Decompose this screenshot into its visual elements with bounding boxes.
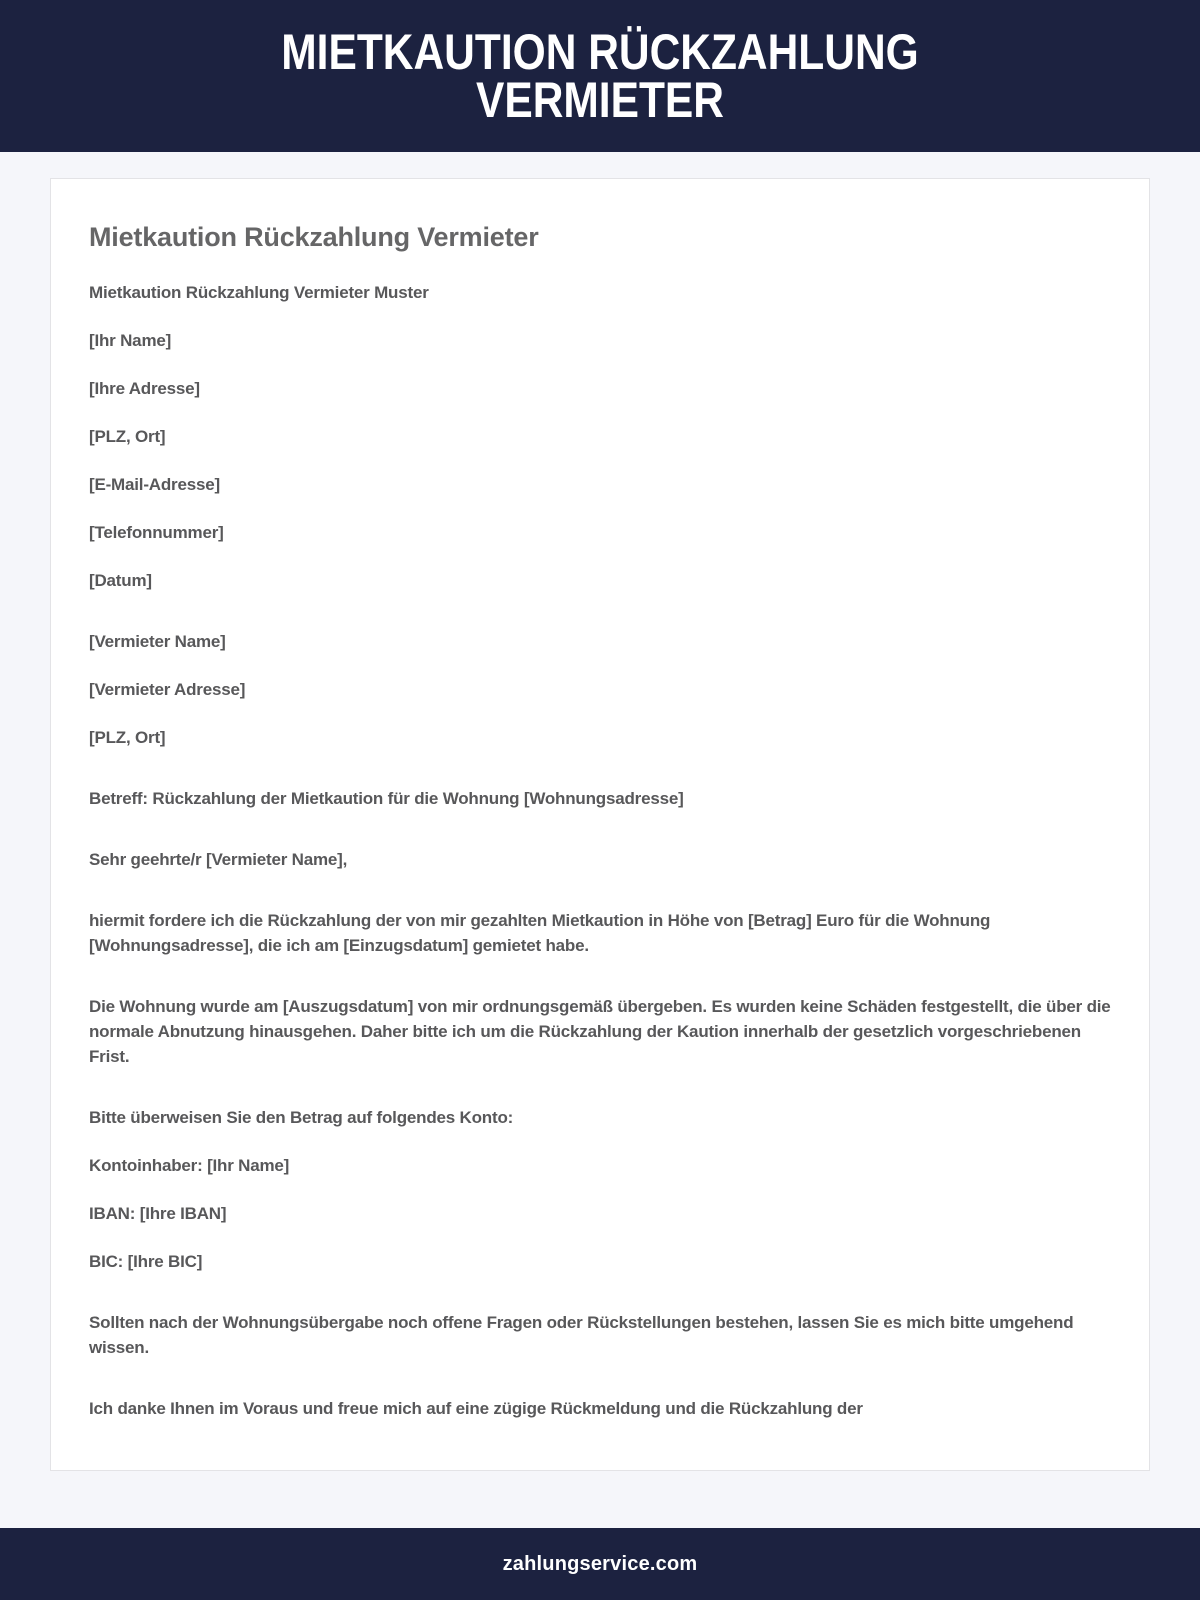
letter-paragraph: [Ihr Name] (89, 331, 172, 350)
letter-paragraph: [PLZ, Ort] (89, 427, 166, 446)
page-footer (0, 1528, 1200, 1600)
page-header (0, 0, 1200, 152)
page-header-title: MIETKAUTION RÜCKZAHLUNG VERMIETER (281, 24, 919, 128)
letter-paragraph: Ich danke Ihnen im Voraus und freue mich auf eine zügige Rückmeldung und die Rückzahlung der (89, 1399, 863, 1418)
letter-paragraph: hiermit fordere ich die Rückzahlung der von mir gezahlten Mietkaution in Höhe von [Betrag] Euro für die Wohnung [Wohnungsadresse], die ich am [Einzugsdatum] gemietet habe. (89, 911, 991, 955)
letter-paragraph: [Vermieter Name] (89, 632, 226, 651)
letter-paragraph: Sehr geehrte/r [Vermieter Name], (89, 850, 348, 869)
letter-body (89, 280, 1111, 1421)
letter-paragraph: Betreff: Rückzahlung der Mietkaution für die Wohnung [Wohnungsadresse] (89, 789, 684, 808)
footer-domain-text: zahlungservice.com (502, 1552, 698, 1575)
letter-paragraph: Die Wohnung wurde am [Auszugsdatum] von mir ordnungsgemäß übergeben. Es wurden keine Schäden festgestellt, die über die normale Abnutzung hinausgehen. Daher bitte ich um die Rückzahlung der Kaution innerhalb der gesetzlich vorgeschriebenen Frist. (89, 997, 1111, 1066)
letter-paragraph: [Telefonnummer] (89, 523, 224, 542)
letter-title: Mietkaution Rückzahlung Vermieter (89, 222, 539, 252)
letter-paragraph: [PLZ, Ort] (89, 728, 166, 747)
letter-paragraph: IBAN: [Ihre IBAN] (89, 1204, 227, 1223)
letter-paragraph: BIC: [Ihre BIC] (89, 1252, 203, 1271)
content-area (0, 152, 1200, 1528)
letter-paragraph: Sollten nach der Wohnungsübergabe noch offene Fragen oder Rückstellungen bestehen, lassen Sie es mich bitte umgehend wissen. (89, 1313, 1074, 1357)
letter-paragraph: [E-Mail-Adresse] (89, 475, 220, 494)
letter-paragraph: [Datum] (89, 571, 152, 590)
letter-card (50, 178, 1150, 1471)
letter-paragraph: [Ihre Adresse] (89, 379, 200, 398)
letter-paragraph: Bitte überweisen Sie den Betrag auf folgendes Konto: (89, 1108, 514, 1127)
letter-paragraph: Kontoinhaber: [Ihr Name] (89, 1156, 290, 1175)
letter-paragraph: [Vermieter Adresse] (89, 680, 246, 699)
letter-paragraph: Mietkaution Rückzahlung Vermieter Muster (89, 283, 429, 302)
